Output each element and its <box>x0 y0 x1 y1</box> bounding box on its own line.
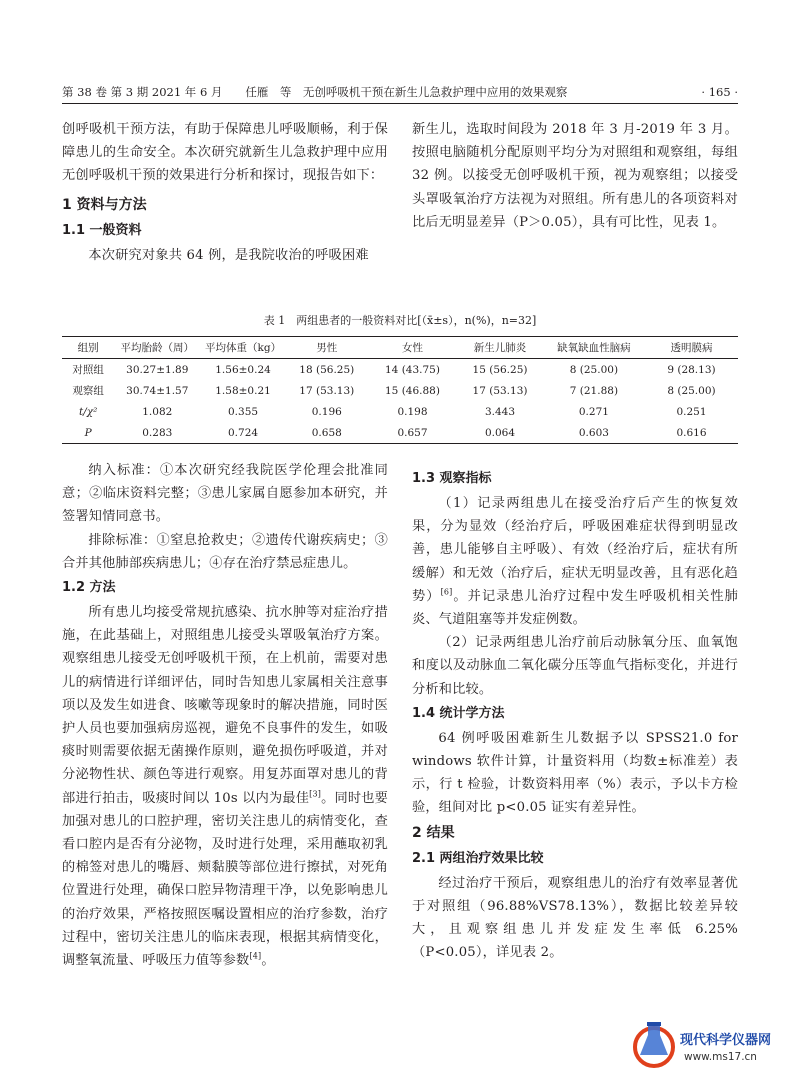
table-cell: 18 (56.25) <box>299 363 355 376</box>
table-cell: 30.74±1.57 <box>126 384 189 397</box>
table-row <box>62 401 738 422</box>
table-cell: 0.355 <box>228 405 259 418</box>
table-cell: 0.283 <box>142 426 173 439</box>
method-paragraph <box>62 601 388 972</box>
section-heading-1-2: 1.2 方法 <box>62 580 116 596</box>
table-cell: 9 (28.13) <box>667 363 716 376</box>
general-data-paragraph: 本次研究对象共 64 例，是我院收治的呼吸困难 <box>88 247 369 263</box>
obs1-text-a: （1）记录两组患儿在接受治疗后产生的恢复效果，分为显效（经治疗后，呼吸困难症状得到明显改善，患儿能够自主呼吸）、有效（经治疗后，症状有所缓解）和无效（治疗后，症状无明显改善，且有恶化趋势） <box>412 496 738 604</box>
table-cell: 1.58±0.21 <box>215 384 271 397</box>
section-heading-1-1: 1.1 一般资料 <box>62 222 142 238</box>
table-general-data <box>62 336 738 444</box>
table-header-cell: 新生儿肺炎 <box>473 342 527 354</box>
table-row <box>62 422 738 444</box>
method-text-a: 所有患儿均接受常规抗感染、抗水肿等对症治疗措施，在此基础上，对照组患儿接受头罩吸氧治疗方案。观察组患儿接受无创呼吸机干预，在上机前，需要对患儿的病情进行详细评估，同时告知患儿家属相关注意事项以及发生如进食、咳嗽等现象时的解决措施，同时医护人员也要加强病房巡视，避免不良事件的发生，如吸痰时则需要依据无菌操作原则，避免损伤呼吸道，并对分泌物性状、颜色等进行观察。用复苏面罩对患儿的背部进行拍击，吸痰时间以 10s 以内为最佳 <box>62 605 388 806</box>
observation-paragraph-1 <box>412 492 738 631</box>
table-cell: 0.658 <box>311 426 342 439</box>
table-cell: 0.724 <box>228 426 259 439</box>
table-cell: 0.616 <box>676 426 707 439</box>
section-heading-2-1: 2.1 两组治疗效果比较 <box>412 850 544 866</box>
table-cell: 8 (25.00) <box>569 363 619 376</box>
table-cell: 对照组 <box>72 364 104 376</box>
citation-6: [6] <box>440 587 453 597</box>
grouping-paragraph: 新生儿，选取时间段为 2018 年 3 月-2019 年 3 月。按照电脑随机分配原则平均分为对照组和观察组，每组 32 例。以接受无创呼吸机干预，视为观察组；以接受头罩吸氧治疗方法视为对照组。所有患儿的各项资料对比后无明显差异（P＞0.05），具有可比性，见表 1。 <box>412 122 738 230</box>
page-number: · 165 · <box>701 85 738 99</box>
table-cell: P <box>84 426 92 439</box>
table-cell: 0.271 <box>578 405 609 418</box>
method-text-end: 。 <box>261 953 275 969</box>
table-cell: 0.198 <box>397 405 428 418</box>
right-column-top <box>412 118 738 234</box>
table-cell: t/χ² <box>78 405 98 418</box>
observation-paragraph-2: （2）记录两组患儿治疗前后动脉氧分压、血氧饱和度以及动脉血二氧化碳分压等血气指标变化，并进行分析和比较。 <box>412 635 738 697</box>
table-cell: 15 (56.25) <box>472 363 528 376</box>
flask-logo-icon <box>632 1019 678 1071</box>
table-cell: 0.657 <box>397 426 428 439</box>
inclusion-criteria: 纳入标准：①本次研究经我院医学伦理会批准同意；②临床资料完整；③患儿家属自愿参加本研究，并签署知情同意书。 <box>62 463 388 525</box>
table-cell: 0.603 <box>578 426 609 439</box>
table-header-cell: 女性 <box>401 342 423 354</box>
section-heading-1-4: 1.4 统计学方法 <box>412 705 505 721</box>
table-cell: 30.27±1.89 <box>126 363 189 376</box>
table-header-cell: 平均胎龄（周） <box>120 342 195 354</box>
header-rule <box>62 103 738 104</box>
method-text-b: 。同时也要加强对患儿的口腔护理，密切关注患儿的病情变化，查看口腔内是否有分泌物，及时进行处理，采用蘸取初乳的棉签对患儿的嘴唇、颊黏膜等部位进行擦拭，对死角位置进行处理，确保口腔异物清理干净，以免影响患儿的治疗效果，严格按照医嘱设置相应的治疗参数，治疗过程中，密切关注患儿的临床表现，根据其病情变化，调整氧流量、呼吸压力值等参数 <box>62 790 389 969</box>
intro-paragraph: 创呼吸机干预方法，有助于保障患儿呼吸顺畅，利于保障患儿的生命安全。本次研究就新生儿急救护理中应用无创呼吸机干预的效果进行分析和探讨，现报告如下： <box>62 122 388 184</box>
table-caption: 表 1 两组患者的一般资料对比[（x̄±s），n(%)，n=32] <box>263 314 537 327</box>
table-cell: 8 (25.00) <box>667 384 716 397</box>
table-header-cell: 缺氧缺血性脑病 <box>557 342 631 354</box>
table-cell: 0.196 <box>311 405 342 418</box>
left-column-top <box>62 118 388 267</box>
right-column-bottom <box>412 466 738 964</box>
section-heading-2: 2 结果 <box>412 824 455 841</box>
watermark-url: www.ms17.cn <box>684 1051 757 1063</box>
table-header-cell: 透明膜病 <box>670 342 713 354</box>
table-header-cell: 组别 <box>77 342 99 354</box>
table-cell: 17 (53.13) <box>299 384 355 397</box>
header-citation: 第 38 卷 第 3 期 2021 年 6 月 任雁 等 无创呼吸机干预在新生儿急救护理中应用的效果观察 <box>62 85 568 99</box>
table-header-cell: 男性 <box>316 342 338 354</box>
section-heading-1: 1 资料与方法 <box>62 196 147 213</box>
citation-4: [4] <box>249 951 262 961</box>
citation-3: [3] <box>309 789 322 799</box>
table-cell: 3.443 <box>484 405 516 418</box>
table-cell: 1.082 <box>142 405 173 418</box>
table-cell: 0.251 <box>676 405 707 418</box>
statistics-paragraph: 64 例呼吸困难新生儿数据予以 SPSS21.0 for windows 软件计算，计量资料用（均数±标准差）表示，行 t 检验，计数资料用率（%）表示，予以卡方检验，组间对比 p<0.05 证实有差异性。 <box>412 730 738 816</box>
obs1-text-b: 。并记录患儿治疗过程中发生呼吸机相关性肺炎、气道阻塞等并发症例数。 <box>412 588 739 628</box>
running-header <box>62 84 738 100</box>
table-cell: 0.064 <box>484 426 516 439</box>
table-cell: 14 (43.75) <box>385 363 440 376</box>
left-column-bottom <box>62 459 388 972</box>
table-cell: 15 (46.88) <box>385 384 440 397</box>
table-header-row <box>62 337 738 359</box>
watermark-site-name: 现代科学仪器网 <box>680 1033 772 1048</box>
table-cell: 17 (53.13) <box>472 384 528 397</box>
section-heading-1-3: 1.3 观察指标 <box>412 471 492 486</box>
result-paragraph: 经过治疗干预后，观察组患儿的治疗有效率显著优于对照组（96.88%VS78.13%），数据比较差异较大，且观察组患儿并发症发生率低 6.25%（P<0.05），详见表 2。 <box>412 875 738 961</box>
exclusion-criteria: 排除标准：①窒息抢救史；②遗传代谢疾病史；③合并其他肺部疾病患儿；④存在治疗禁忌症患儿。 <box>62 532 388 571</box>
table-row <box>62 359 738 381</box>
table-cell: 1.56±0.24 <box>215 363 271 376</box>
table-row <box>62 380 738 401</box>
table-cell: 观察组 <box>72 385 104 397</box>
table-cell: 7 (21.88) <box>569 384 619 397</box>
table-header-cell: 平均体重（kg） <box>204 342 282 354</box>
site-watermark <box>632 1019 792 1075</box>
